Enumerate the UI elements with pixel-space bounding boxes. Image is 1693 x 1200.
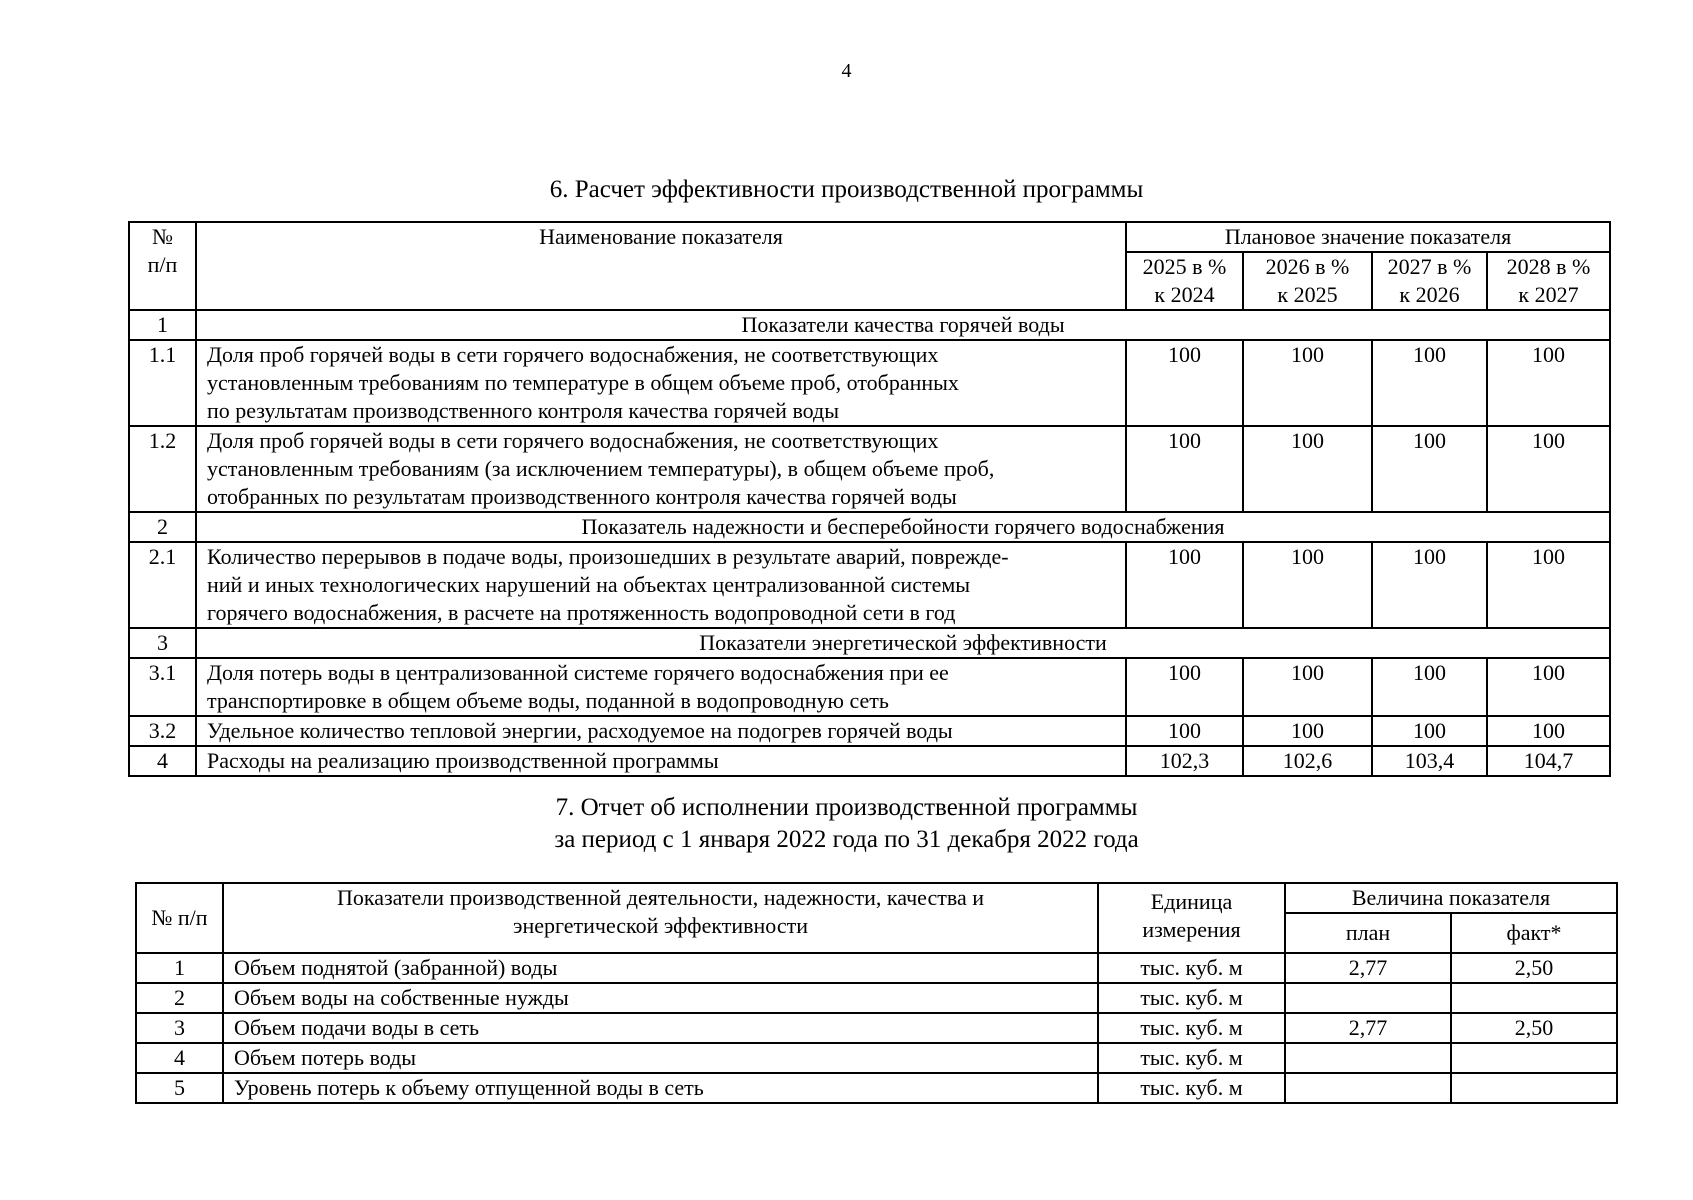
indicator-name-line: Расходы на реализацию производственной программы: [207, 748, 719, 773]
efficiency-table-body: [129, 310, 1610, 776]
indicator-name-line: по результатам производственного контроля качества горячей воды: [207, 398, 840, 423]
indicator-name: [196, 542, 1126, 628]
indicator-name: Объем подачи воды в сеть: [223, 1013, 1098, 1043]
planned-value: 100: [1243, 542, 1372, 628]
fact-value: 2,50: [1451, 953, 1617, 983]
plan-value: [1285, 1043, 1451, 1073]
row-number: 2: [136, 983, 223, 1013]
plan-value: 2,77: [1285, 1013, 1451, 1043]
planned-value: 100: [1487, 542, 1610, 628]
planned-value: 100: [1487, 426, 1610, 512]
table-row: [129, 658, 1610, 716]
indicator-name-line: транспортировке в общем объеме воды, поданной в водопроводную сеть: [207, 688, 889, 713]
unit: тыс. куб. м: [1098, 1043, 1285, 1073]
indicator-name-line: Удельное количество тепловой энергии, расходуемое на подогрев горячей воды: [207, 718, 953, 743]
year-line: 2028 в %: [1506, 254, 1591, 279]
plan-value: 2,77: [1285, 953, 1451, 983]
row-number: 4: [129, 746, 196, 776]
header-year: [1126, 252, 1243, 310]
table-row: [129, 542, 1610, 628]
section-name: Показатели качества горячей воды: [196, 310, 1610, 340]
plan-value: [1285, 983, 1451, 1013]
table-row: [136, 1013, 1617, 1043]
unit: тыс. куб. м: [1098, 953, 1285, 983]
header-num-line: №: [152, 224, 173, 249]
row-number: 5: [136, 1073, 223, 1103]
planned-value: 100: [1487, 658, 1610, 716]
indicator-name-line: Количество перерывов в подаче воды, произошедших в результате аварий, поврежде-: [207, 544, 1009, 569]
planned-value: 100: [1372, 426, 1487, 512]
planned-value: 102,6: [1243, 746, 1372, 776]
indicator-name-line: ний и иных технологических нарушений на объектах централизованной системы: [207, 572, 971, 597]
section-7-title: [0, 792, 1693, 856]
planned-value: 100: [1243, 426, 1372, 512]
row-number: 1: [129, 310, 196, 340]
report-table-body: [136, 953, 1617, 1103]
header-plan: план: [1285, 913, 1451, 953]
planned-value: 103,4: [1372, 746, 1487, 776]
unit: тыс. куб. м: [1098, 1073, 1285, 1103]
indicator-name: Уровень потерь к объему отпущенной воды в сеть: [223, 1073, 1098, 1103]
header-unit-line: измерения: [1142, 917, 1241, 942]
planned-value: 104,7: [1487, 746, 1610, 776]
planned-value: 100: [1372, 340, 1487, 426]
table-header-row: [129, 222, 1610, 252]
table-row: [136, 983, 1617, 1013]
indicator-name: [196, 426, 1126, 512]
report-table: [135, 882, 1618, 1104]
row-number: 4: [136, 1043, 223, 1073]
indicator-name: [196, 716, 1126, 746]
planned-value: 100: [1487, 340, 1610, 426]
indicator-name-line: установленным требованиям по температуре в общем объеме проб, отобранных: [207, 370, 959, 395]
row-number: 3.2: [129, 716, 196, 746]
section-6-title: 6. Расчет эффективности производственной программы: [549, 176, 1144, 203]
indicator-name: [196, 340, 1126, 426]
header-year: [1487, 252, 1610, 310]
section-7-title-line: 7. Отчет об исполнении производственной программы: [555, 794, 1138, 821]
year-line: к 2026: [1399, 282, 1460, 307]
planned-value: 100: [1372, 658, 1487, 716]
indicator-name: [196, 746, 1126, 776]
table-row: [129, 340, 1610, 426]
section-name: Показатель надежности и бесперебойности горячего водоснабжения: [196, 512, 1610, 542]
header-planned-value: Плановое значение показателя: [1126, 222, 1610, 252]
indicator-name-line: Доля проб горячей воды в сети горячего водоснабжения, не соответствующих: [207, 342, 939, 367]
planned-value: 100: [1126, 426, 1243, 512]
indicator-name-line: отобранных по результатам производственного контроля качества горячей воды: [207, 484, 957, 509]
planned-value: 100: [1243, 340, 1372, 426]
year-line: к 2025: [1277, 282, 1338, 307]
year-line: 2025 в %: [1142, 254, 1227, 279]
row-number: 3: [129, 628, 196, 658]
year-line: 2027 в %: [1387, 254, 1472, 279]
table-row: [136, 953, 1617, 983]
planned-value: 100: [1372, 716, 1487, 746]
fact-value: [1451, 1073, 1617, 1103]
section-row: [129, 310, 1610, 340]
fact-value: [1451, 983, 1617, 1013]
row-number: 3.1: [129, 658, 196, 716]
planned-value: 100: [1126, 658, 1243, 716]
efficiency-table: [128, 221, 1611, 777]
section-name: Показатели энергетической эффективности: [196, 628, 1610, 658]
header-indicators: [223, 883, 1098, 953]
indicator-name-line: горячего водоснабжения, в расчете на протяженность водопроводной сети в год: [207, 600, 956, 625]
header-indicators-line: Показатели производственной деятельности, надежности, качества и: [336, 885, 985, 910]
indicator-name-line: Доля проб горячей воды в сети горячего водоснабжения, не соответствующих: [207, 428, 939, 453]
section-row: [129, 628, 1610, 658]
table-row: [129, 746, 1610, 776]
planned-value: 100: [1126, 716, 1243, 746]
header-unit-line: Единица: [1150, 889, 1233, 914]
header-num: № п/п: [136, 883, 223, 953]
indicator-name: Объем потерь воды: [223, 1043, 1098, 1073]
header-year: [1243, 252, 1372, 310]
fact-value: [1451, 1043, 1617, 1073]
row-number: 2: [129, 512, 196, 542]
header-num-line: п/п: [147, 252, 178, 277]
planned-value: 100: [1126, 340, 1243, 426]
header-year: [1372, 252, 1487, 310]
header-unit: [1098, 883, 1285, 953]
planned-value: 100: [1126, 542, 1243, 628]
page-number: 4: [841, 60, 852, 82]
planned-value: 100: [1243, 716, 1372, 746]
planned-value: 100: [1372, 542, 1487, 628]
header-indicator-value: Величина показателя: [1285, 883, 1617, 913]
table-header-row: [136, 883, 1617, 913]
unit: тыс. куб. м: [1098, 983, 1285, 1013]
planned-value: 100: [1487, 716, 1610, 746]
year-line: к 2027: [1518, 282, 1579, 307]
planned-value: 102,3: [1126, 746, 1243, 776]
section-row: [129, 512, 1610, 542]
header-indicators-line: энергетической эффективности: [513, 913, 808, 938]
year-line: 2026 в %: [1265, 254, 1350, 279]
planned-value: 100: [1243, 658, 1372, 716]
header-indicator-name: Наименование показателя: [196, 222, 1126, 310]
indicator-name-line: установленным требованиям (за исключением температуры), в общем объеме проб,: [207, 456, 995, 481]
plan-value: [1285, 1073, 1451, 1103]
table-row: [129, 426, 1610, 512]
table-row: [136, 1073, 1617, 1103]
header-fact: факт*: [1451, 913, 1617, 953]
table-row: [129, 716, 1610, 746]
fact-value: 2,50: [1451, 1013, 1617, 1043]
row-number: 3: [136, 1013, 223, 1043]
year-line: к 2024: [1154, 282, 1215, 307]
section-7-title-line: за период с 1 января 2022 года по 31 декабря 2022 года: [554, 826, 1139, 853]
table-row: [136, 1043, 1617, 1073]
indicator-name: Объем воды на собственные нужды: [223, 983, 1098, 1013]
indicator-name: Объем поднятой (забранной) воды: [223, 953, 1098, 983]
unit: тыс. куб. м: [1098, 1013, 1285, 1043]
row-number: 1.1: [129, 340, 196, 426]
row-number: 2.1: [129, 542, 196, 628]
indicator-name: [196, 658, 1126, 716]
header-num: [129, 222, 196, 310]
row-number: 1.2: [129, 426, 196, 512]
row-number: 1: [136, 953, 223, 983]
indicator-name-line: Доля потерь воды в централизованной системе горячего водоснабжения при ее: [207, 660, 949, 685]
